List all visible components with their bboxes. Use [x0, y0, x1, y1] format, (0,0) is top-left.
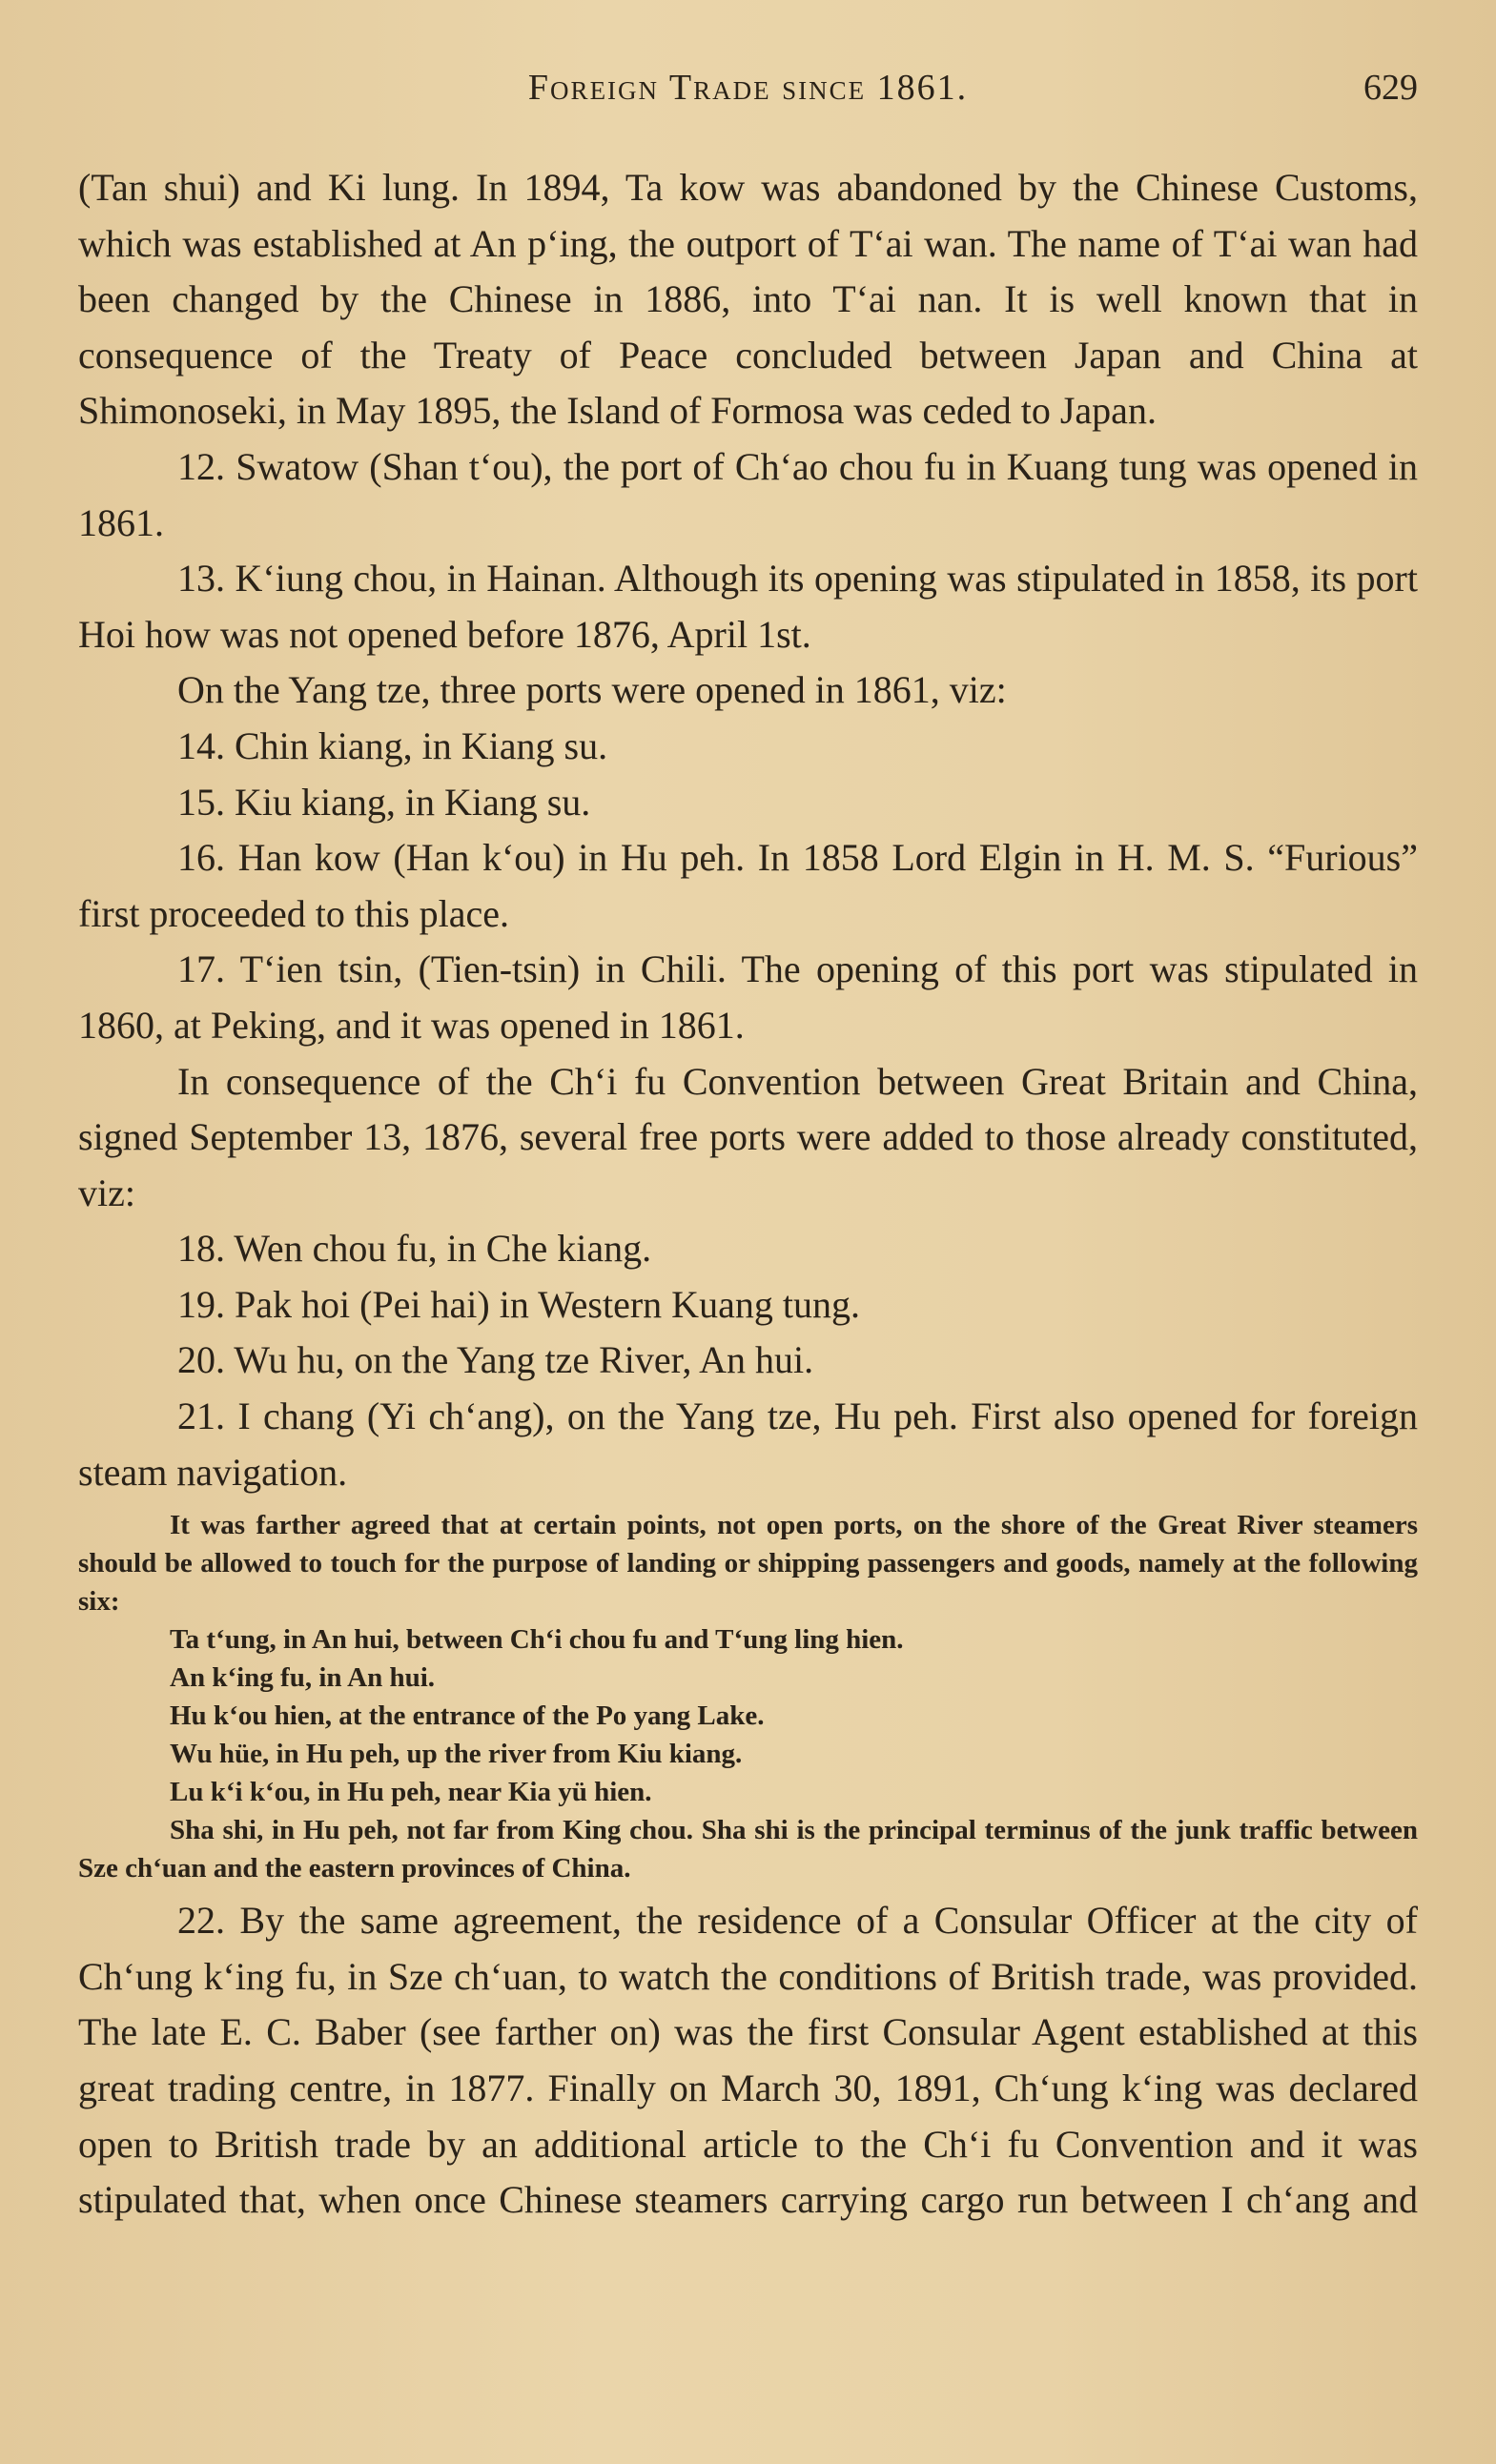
note-intro: It was farther agreed that at certain points, not open ports, on the shore of the Great River steamers should be allowed to touch for the purpose of landing or shipping passengers and goods, namely at the following six: [78, 1510, 1418, 1618]
paragraph-pak-hoi: 19. Pak hoi (Pei hai) in Western Kuang tung. [177, 1282, 860, 1326]
note-item: Wu hüe, in Hu peh, up the river from Kiu kiang. [170, 1739, 743, 1770]
note-item: Lu kʻi kʻou, in Hu peh, near Kia yü hien. [170, 1777, 652, 1808]
paragraph-chung-king: 22. By the same agreement, the residence of a Consular Officer at the city of Chʻung kʻing fu, in Sze chʻuan, to watch the conditions of British trade, was provided. The late E. C. Baber (see farther on) was the first Consular Agent established at this great trading centre, in 1877. Finally on March 30, 1891, Chʻung kʻing was declared open to British trade by an additional article to the Chʻi fu Convention and it was stipulated that, when once Chinese steamers carrying cargo run between I chʻang and [78, 1899, 1418, 2222]
page-body [78, 160, 1418, 2229]
paragraph-wen-chou: 18. Wen chou fu, in Che kiang. [177, 1227, 652, 1271]
paragraph-yang-tze-intro: On the Yang tze, three ports were opened in 1861, viz: [177, 668, 1007, 712]
paragraph-han-kow: 16. Han kow (Han kʻou) in Hu peh. In 1858 Lord Elgin in H. M. S. “Furious” first proceeded to this place. [78, 836, 1418, 935]
note-item: Ta tʻung, in An hui, between Chʻi chou fu and Tʻung ling hien. [170, 1624, 904, 1656]
small-print-note [78, 1506, 1418, 1887]
note-item: An kʻing fu, in An hui. [170, 1662, 436, 1694]
paragraph-swatow: 12. Swatow (Shan tʻou), the port of Chʻao chou fu in Kuang tung was opened in 1861. [78, 444, 1418, 544]
paragraph-kiung-chou: 13. Kʻiung chou, in Hainan. Although its opening was stipulated in 1858, its port Hoi how was not opened before 1876, April 1st. [78, 557, 1418, 656]
paragraph-tien-tsin: 17. Tʻien tsin, (Tien-tsin) in Chili. The opening of this port was stipulated in 1860, at Peking, and it was opened in 1861. [78, 947, 1418, 1047]
running-title: Foreign Trade since 1861. [527, 68, 969, 108]
paragraph-chin-kiang: 14. Chin kiang, in Kiang su. [177, 723, 608, 767]
page-number: 629 [1363, 68, 1418, 108]
note-item: Sha shi, in Hu peh, not far from King chou. Sha shi is the principal terminus of the junk traffic between Sze chʻuan and the eastern provinces of China. [78, 1815, 1418, 1884]
paragraph-chi-fu-convention: In consequence of the Chʻi fu Convention between Great Britain and China, signed September 13, 1876, several free ports were added to those already constituted, viz: [78, 1059, 1418, 1214]
page-header [78, 67, 1418, 124]
note-item: Hu kʻou hien, at the entrance of the Po yang Lake. [170, 1700, 765, 1732]
paragraph-formosa: (Tan shui) and Ki lung. In 1894, Ta kow was abandoned by the Chinese Customs, which was established at An pʻing, the outport of Tʻai wan. The name of Tʻai wan had been changed by the Chinese in 1886, into Tʻai nan. It is well known that in consequence of the Treaty of Peace concluded between Japan and China at Shimonoseki, in May 1895, the Island of Formosa was ceded to Japan. [78, 166, 1418, 433]
paragraph-kiu-kiang: 15. Kiu kiang, in Kiang su. [177, 780, 591, 824]
paragraph-i-chang: 21. I chang (Yi chʻang), on the Yang tze, Hu peh. First also opened for foreign steam navigation. [78, 1395, 1418, 1494]
paragraph-wu-hu: 20. Wu hu, on the Yang tze River, An hui. [177, 1338, 814, 1382]
